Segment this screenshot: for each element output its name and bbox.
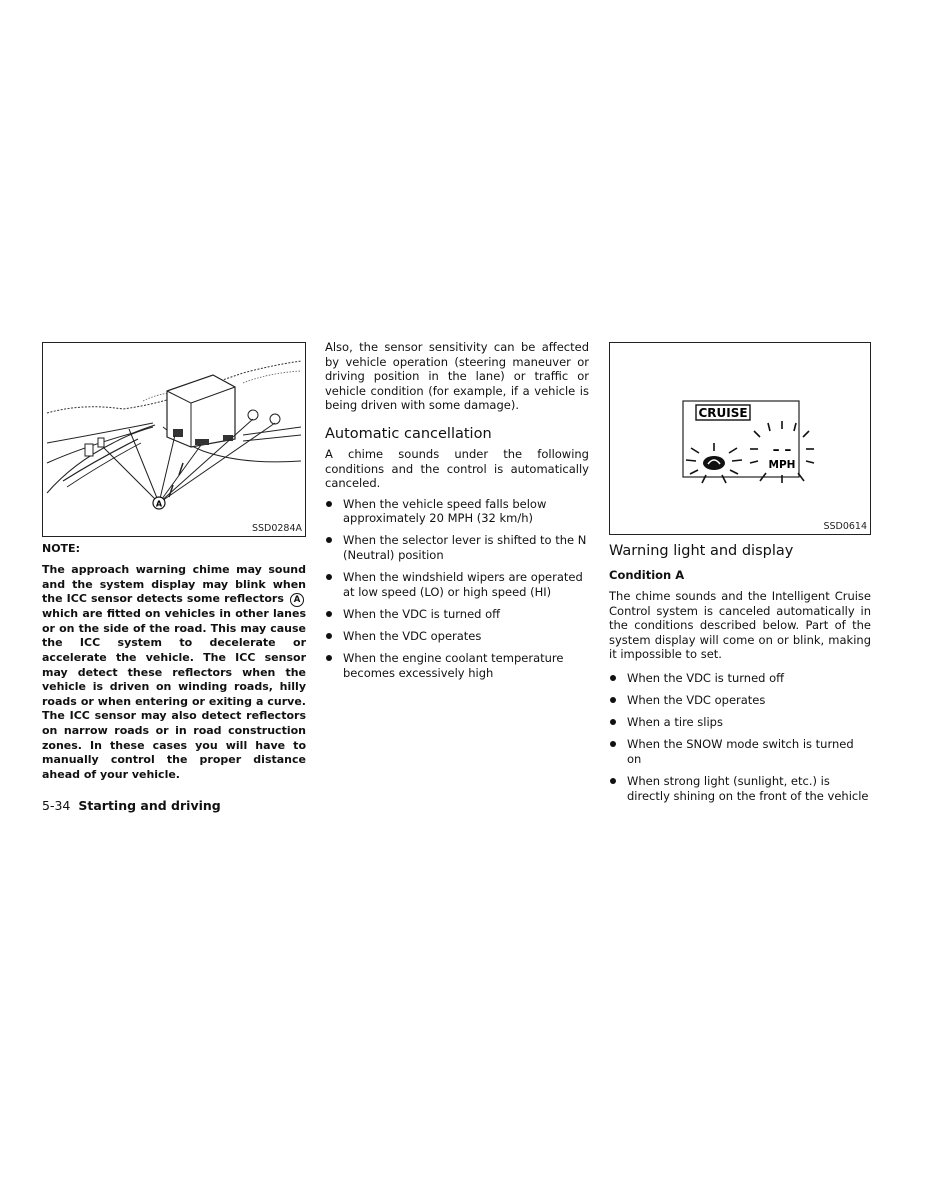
list-item: When the SNOW mode switch is turned on [609, 737, 871, 766]
list-item: When a tire slips [609, 715, 871, 730]
bullet-icon [610, 719, 616, 725]
condition-a-subheading: Condition A [609, 568, 685, 582]
warning-light-heading: Warning light and display [609, 543, 794, 559]
bullet-icon [326, 655, 332, 661]
bullet-icon [326, 574, 332, 580]
sensor-sensitivity-paragraph: Also, the sensor sensitivity can be affected by vehicle operation (steering maneuver or driving position in the lane) or traffic or vehicle condition (for example, if a vehicle is being driven with some damage). [325, 340, 589, 413]
list-item: When the VDC operates [325, 629, 589, 644]
list-item: When the selector lever is shifted to the N (Neutral) position [325, 533, 589, 562]
page-footer [42, 798, 221, 813]
cruise-display-drawing [610, 343, 870, 534]
bullet-icon [326, 501, 332, 507]
list-item: When the vehicle speed falls below approximately 20 MPH (32 km/h) [325, 497, 589, 526]
list-item: When the VDC is turned off [325, 607, 589, 622]
list-item: When strong light (sunlight, etc.) is directly shining on the front of the vehicle [609, 774, 871, 803]
page-number: 5-34 [42, 798, 71, 813]
figure-code: SSD0614 [823, 521, 867, 532]
right-column [609, 340, 871, 811]
speed-unit: MPH [768, 459, 796, 471]
cancellation-lead: A chime sounds under the following conditions and the control is automatically canceled. [325, 446, 589, 491]
bullet-icon [326, 537, 332, 543]
road-scene-drawing [43, 343, 305, 536]
automatic-cancellation-heading: Automatic cancellation [325, 425, 492, 442]
list-item: When the VDC is turned off [609, 671, 871, 686]
bullet-icon [326, 611, 332, 617]
note-title: NOTE: [42, 542, 80, 555]
road-reflector-illustration [42, 342, 306, 537]
bullet-icon [326, 633, 332, 639]
speed-dashes: – – [772, 442, 792, 458]
bullet-icon [610, 778, 616, 784]
middle-column [325, 340, 589, 688]
cruise-indicator-text: CRUISE [698, 406, 748, 420]
bullet-icon [610, 741, 616, 747]
note-body [42, 563, 306, 782]
bullet-icon [610, 675, 616, 681]
cancellation-list [325, 497, 589, 680]
marker-a-label: A [155, 499, 163, 509]
cruise-display-illustration [609, 342, 871, 535]
list-item: When the engine coolant temperature becomes excessively high [325, 651, 589, 680]
bullet-icon [610, 697, 616, 703]
figure-code: SSD0284A [251, 523, 302, 534]
note-text-part2: which are fitted on vehicles in other lanes or on the side of the road. This may cause the ICC system to decelerate or accelerate the vehicle. The ICC sensor may detect these reflectors when the vehicle is driven on winding roads, hilly roads or when entering or exiting a curve. The ICC sensor may also detect reflectors on narrow roads or in road construction zones. In these cases you will have to manually control the proper distance ahead of your vehicle. [42, 607, 306, 781]
section-title: Starting and driving [78, 798, 221, 813]
reflector-marker-a: A [290, 593, 304, 607]
list-item: When the VDC operates [609, 693, 871, 708]
condition-a-list [609, 671, 871, 803]
condition-a-lead: The chime sounds and the Intelligent Cruise Control system is canceled automatically in the conditions described below. Part of the system display will come on or blink, making it impossible to set. [609, 589, 871, 662]
note-text-part1: The approach warning chime may sound and the system display may blink when the ICC sensor detects some reflectors [42, 563, 306, 606]
list-item: When the windshield wipers are operated at low speed (LO) or high speed (HI) [325, 570, 589, 599]
left-column [42, 340, 306, 782]
